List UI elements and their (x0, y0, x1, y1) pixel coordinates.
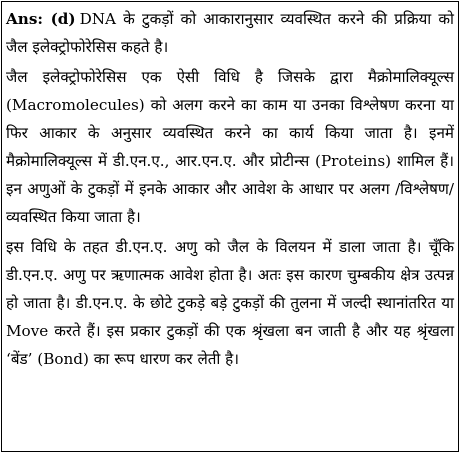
answer-prefix: Ans: (d) (6, 10, 76, 28)
answer-paragraph-3: इस विधि के तहत डी.एन.ए. अणु को जैल के विलयन में डाला जाता है। चूँकि डी.एन.ए. अणु पर ऋणात्मक आवेश होता है। अतः इस कारण चुम्बकीय क्षेत्र उत्पन्न हो जाता है। डी.एन.ए. के छोटे टुकड़े बड़े टुकड़ों की तुलना में जल्दी स्थानांतरित या Move करते हैं। इस प्रकार टुकड़ों की एक श्रृंखला बन जाती है और यह श्रृंखला ‘बेंड’ (Bond) का रूप धारण कर लेती है। (6, 238, 454, 368)
answer-box (1, 1, 459, 452)
answer-paragraph-2: जैल इलेक्ट्रोफोरेसिस एक ऐसी विधि है जिसके द्वारा मैक्रोमालिक्यूल्स (Macromolecules) को अलग करने का काम या उनका विश्लेषण करना या फिर आकार के अनुसार व्यवस्थित करने का कार्य किया जाता है। इनमें मैक्रोमालिक्यूल्स में डी.एन.ए., आर.एन.ए. और प्रोटीन्स (Proteins) शामिल हैं। इन अणुओं के टुकड़ों में इनके आकार और आवेश के आधार पर अलग /विश्लेषण/व्यवस्थित किया जाता है। (6, 68, 454, 226)
answer-paragraph-1-text: DNA के टुकड़ों को आकारानुसार व्यवस्थित करने की प्रक्रिया को जैल इलेक्ट्रोफोरेसिस कहते है। (6, 10, 454, 56)
answer-paragraph-1 (6, 5, 454, 61)
